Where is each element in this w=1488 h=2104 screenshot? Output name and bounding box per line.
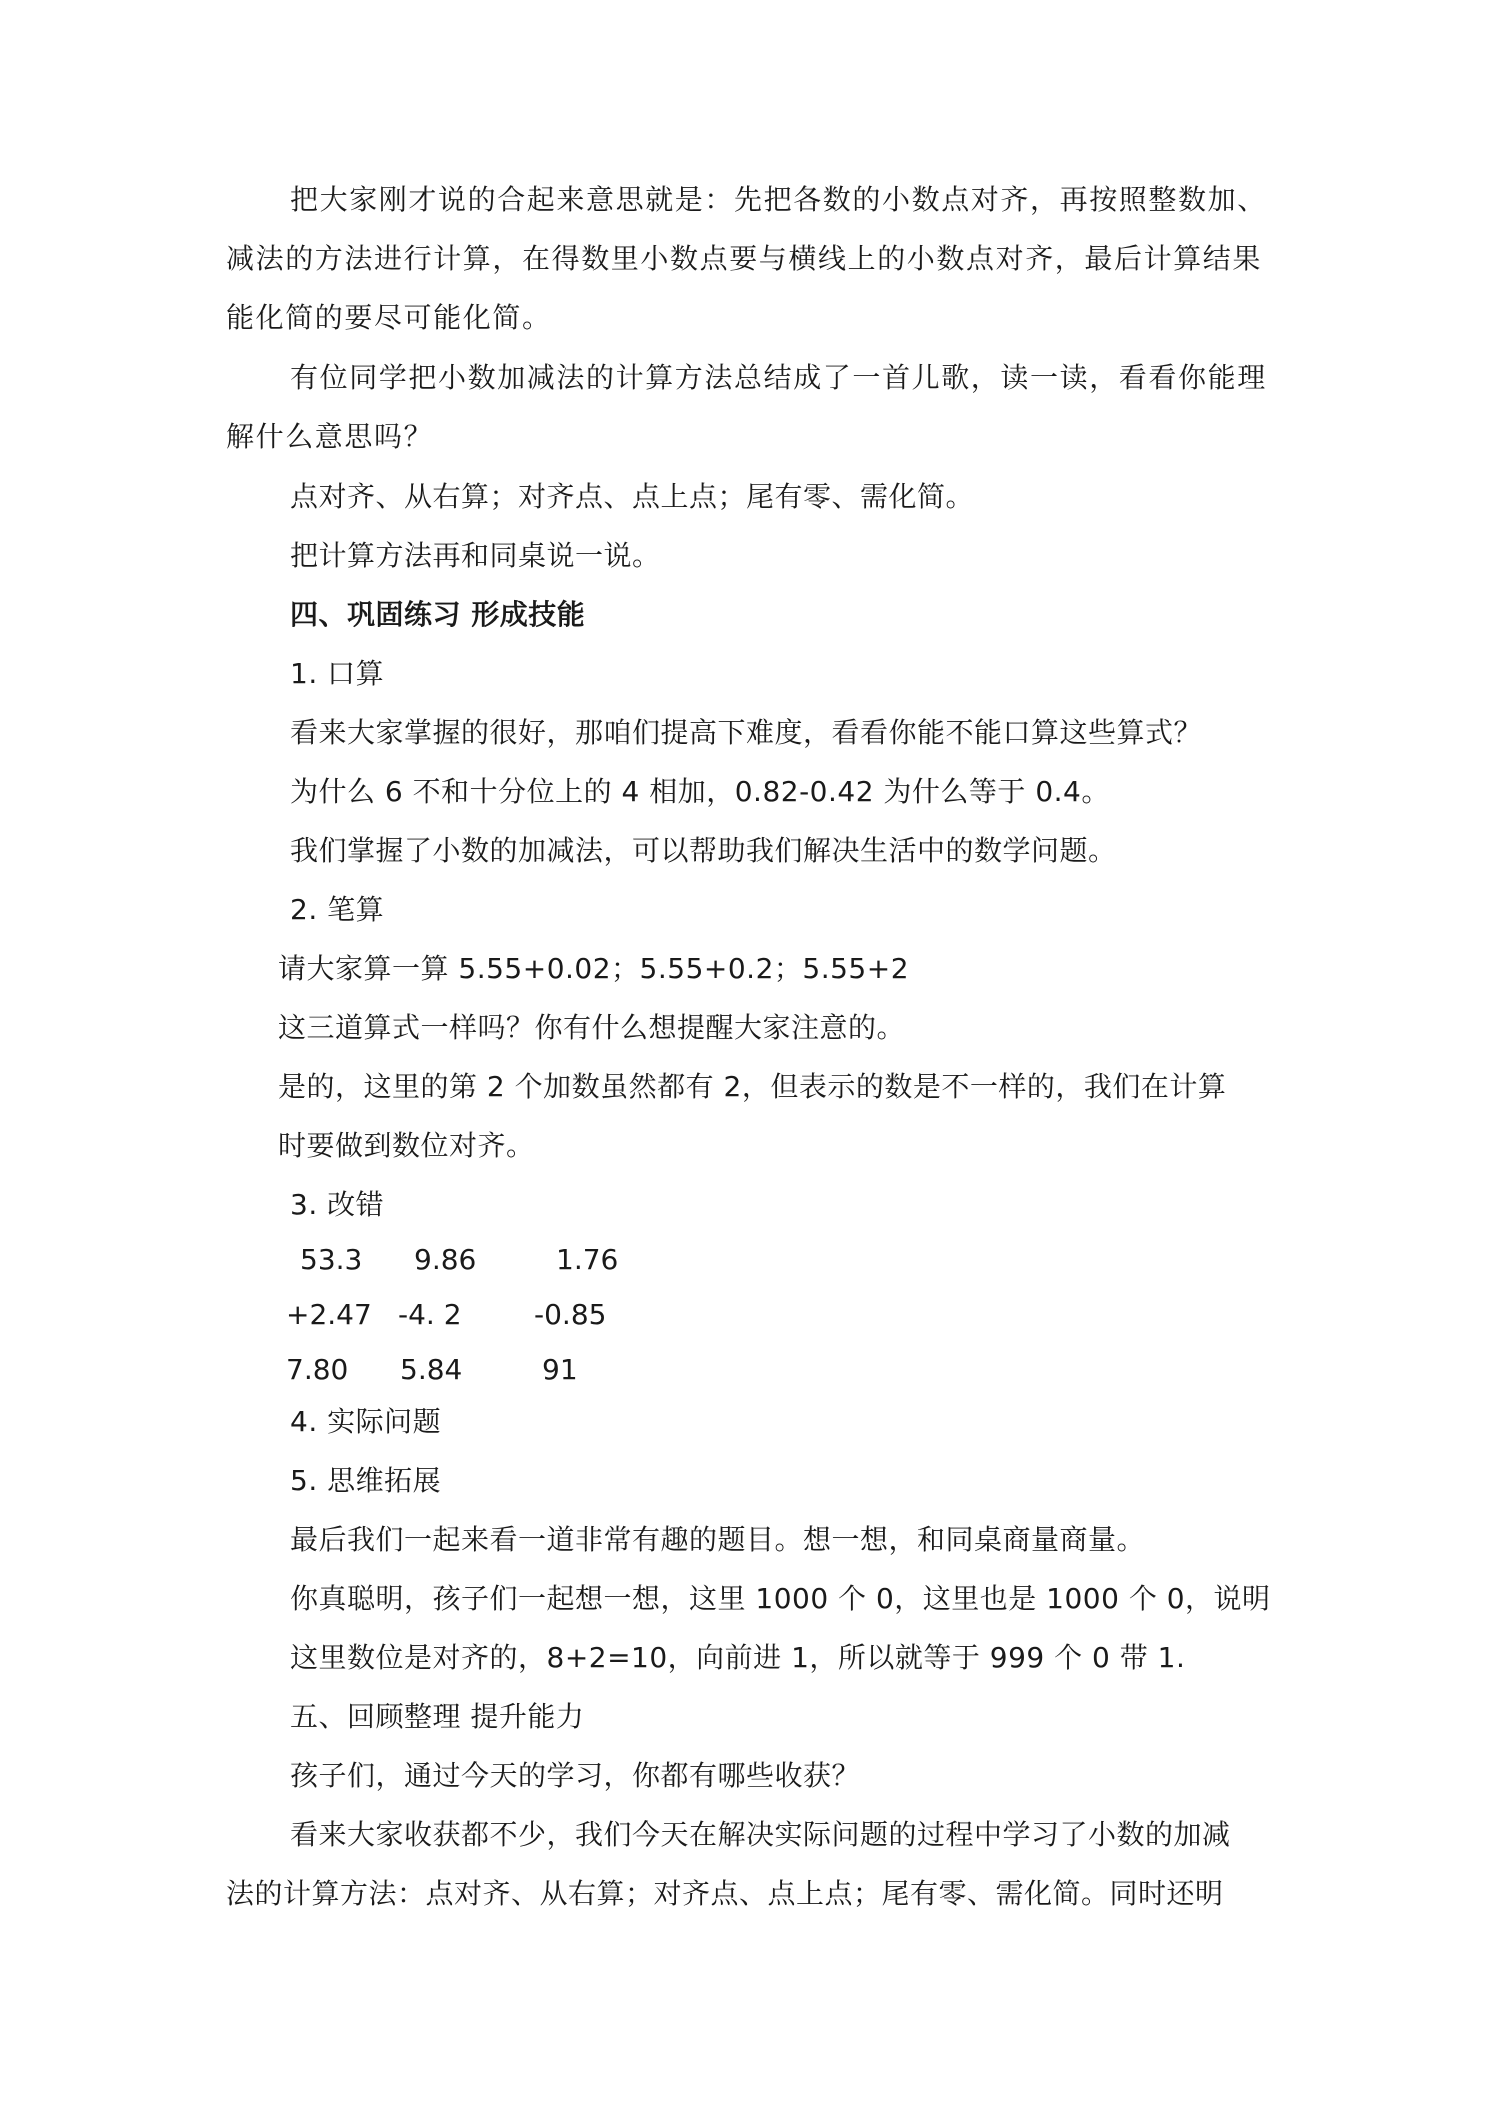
summary-line-2: 减法的方法进行计算，在得数里小数点要与横线上的小数点对齐，最后计算结果 <box>226 242 1263 275</box>
section-5-heading: 五、回顾整理 提升能力 <box>290 1700 585 1733</box>
item-2-text-3-line-2: 时要做到数位对齐。 <box>278 1129 535 1162</box>
section-5-text-1: 孩子们，通过今天的学习，你都有哪些收获？ <box>290 1759 861 1792</box>
item-5-label: 5. 思维拓展 <box>290 1464 442 1497</box>
calc-cell: 91 <box>542 1353 578 1386</box>
item-3-label: 3. 改错 <box>290 1188 385 1221</box>
item-1-text-3: 我们掌握了小数的加减法，可以帮助我们解决生活中的数学问题。 <box>290 834 1117 867</box>
item-2-text-1: 请大家算一算 5.55+0.02；5.55+0.2；5.55+2 <box>278 952 910 985</box>
item-2-text-3-line-1: 是的，这里的第 2 个加数虽然都有 2，但表示的数是不一样的，我们在计算 <box>278 1070 1227 1103</box>
item-5-text-2-line-1: 你真聪明，孩子们一起想一想，这里 1000 个 0，这里也是 1000 个 0，说明 <box>290 1582 1271 1615</box>
tell-deskmate-text: 把计算方法再和同桌说一说。 <box>290 539 661 572</box>
calc-cell: 53.3 <box>300 1243 363 1276</box>
calc-cell: 7.80 <box>286 1353 349 1386</box>
song-intro-line-2: 解什么意思吗？ <box>226 420 434 453</box>
summary-line-3: 能化简的要尽可能化简。 <box>226 301 552 334</box>
calc-cell: -0.85 <box>534 1298 607 1331</box>
item-5-text-2-line-2: 这里数位是对齐的，8+2=10，向前进 1，所以就等于 999 个 0 带 1. <box>290 1641 1186 1674</box>
item-4-label: 4. 实际问题 <box>290 1405 442 1438</box>
section-5-text-2-line-1: 看来大家收获都不少，我们今天在解决实际问题的过程中学习了小数的加减 <box>290 1818 1231 1851</box>
song-text: 点对齐、从右算；对齐点、点上点；尾有零、需化简。 <box>290 480 975 513</box>
item-1-label: 1. 口算 <box>290 657 385 690</box>
calc-cell: -4. 2 <box>398 1298 462 1331</box>
item-5-text-1: 最后我们一起来看一道非常有趣的题目。想一想，和同桌商量商量。 <box>290 1523 1146 1556</box>
item-1-text-1: 看来大家掌握的很好，那咱们提高下难度，看看你能不能口算这些算式？ <box>290 716 1203 749</box>
item-2-text-2: 这三道算式一样吗？你有什么想提醒大家注意的。 <box>278 1011 906 1044</box>
calc-cell: 9.86 <box>414 1243 477 1276</box>
song-intro-line-1: 有位同学把小数加减法的计算方法总结成了一首儿歌，读一读，看看你能理 <box>290 361 1267 394</box>
item-1-text-2: 为什么 6 不和十分位上的 4 相加，0.82-0.42 为什么等于 0.4。 <box>290 775 1110 808</box>
summary-line-1: 把大家刚才说的合起来意思就是：先把各数的小数点对齐，再按照整数加、 <box>290 183 1267 216</box>
section-5-text-2-line-2: 法的计算方法：点对齐、从右算；对齐点、点上点；尾有零、需化简。同时还明 <box>226 1877 1224 1910</box>
calc-cell: 1.76 <box>556 1243 619 1276</box>
calc-cell: 5.84 <box>400 1353 463 1386</box>
section-4-heading: 四、巩固练习 形成技能 <box>290 598 586 631</box>
item-2-label: 2. 笔算 <box>290 893 385 926</box>
calc-cell: +2.47 <box>286 1298 372 1331</box>
